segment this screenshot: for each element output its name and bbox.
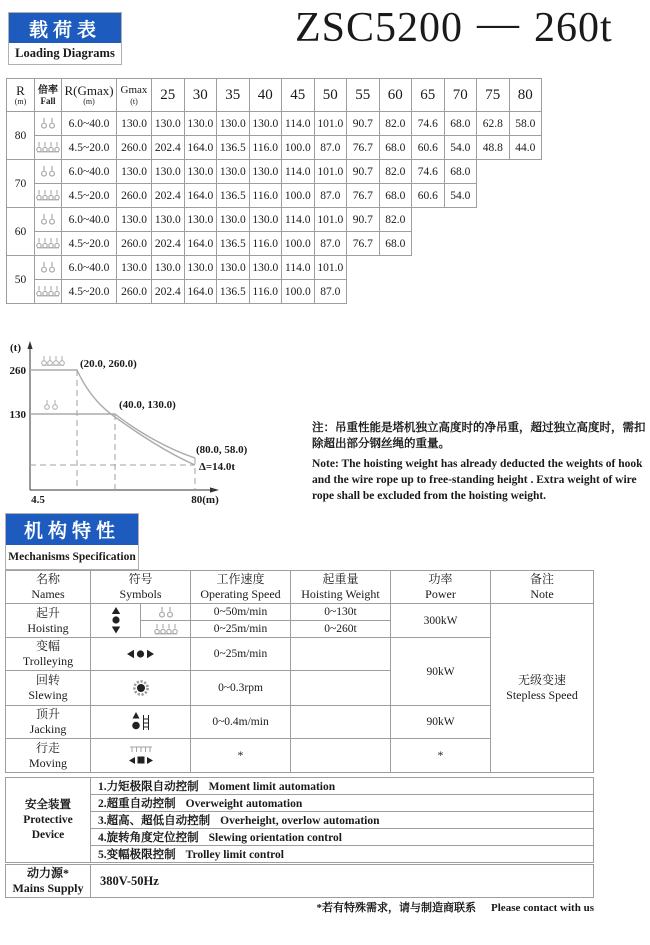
- fall-2-icon: [35, 256, 62, 280]
- load-value-cell: 114.0: [282, 112, 315, 136]
- load-value-cell: 136.5: [217, 280, 250, 304]
- mech-name-jacking: 顶升 Jacking: [6, 706, 91, 739]
- col-header-60: 60: [379, 79, 412, 112]
- load-value-cell: 116.0: [249, 184, 282, 208]
- load-value-cell: 136.5: [217, 184, 250, 208]
- jacking-icon: [91, 706, 191, 739]
- fall-4-icon: [35, 136, 62, 160]
- mechanisms-section-title-en: Mechanisms Specification: [8, 551, 136, 563]
- protective-item: 1.力矩极限自动控制 Moment limit automation: [91, 778, 594, 795]
- range-cell: 6.0~40.0: [62, 208, 117, 232]
- load-value-cell: 62.8: [477, 112, 510, 136]
- load-value-cell: 164.0: [184, 136, 217, 160]
- range-cell: 6.0~40.0: [62, 112, 117, 136]
- col-header-30: 30: [184, 79, 217, 112]
- curve-fall-2: [30, 414, 195, 458]
- load-value-cell: 68.0: [444, 112, 477, 136]
- hoisting-weight-fall4: 0~260t: [291, 621, 391, 638]
- rail-travel-icon: [91, 739, 191, 773]
- protective-item: 2.超重自动控制 Overweight automation: [91, 795, 594, 812]
- load-value-cell: 82.0: [379, 112, 412, 136]
- fall-4-icon: [35, 280, 62, 304]
- load-value-cell: 101.0: [314, 256, 347, 280]
- contact-footer: [317, 899, 594, 915]
- load-value-cell: 68.0: [379, 136, 412, 160]
- note-text-cn: 注：吊重性能是塔机独立高度时的净吊重，超过独立高度时，需扣除超出部分钢丝绳的重量。: [312, 422, 646, 451]
- point-label-2: (40.0, 130.0): [119, 399, 176, 411]
- load-value-cell: 76.7: [347, 184, 380, 208]
- note-text-en: Note: The hoisting weight has already deducted the weights of hook and the wire rope up to free-standing height . Extra weight of wire rope shall be excluded from the hoisting weight.: [312, 457, 643, 503]
- load-value-cell: 76.7: [347, 232, 380, 256]
- col-header-45: 45: [282, 79, 315, 112]
- stepless-speed-note: 无级变速 Stepless Speed: [491, 604, 594, 773]
- load-value-cell: 101.0: [314, 160, 347, 184]
- load-value-cell: 100.0: [282, 136, 315, 160]
- load-value-cell: 116.0: [249, 232, 282, 256]
- mechanisms-section-title-cn: 机构特性: [6, 514, 138, 545]
- x-end-label: 80(m): [191, 494, 219, 506]
- load-value-cell: 130.0: [249, 160, 282, 184]
- col-header-symbols: 符号 Symbols: [91, 571, 191, 604]
- curve-fall-4: [30, 370, 195, 465]
- load-value-cell: 74.6: [412, 112, 445, 136]
- load-value-cell: 68.0: [379, 184, 412, 208]
- col-header-names: 名称 Names: [6, 571, 91, 604]
- y-tick-260: 260: [9, 365, 26, 377]
- load-value-cell: 101.0: [314, 112, 347, 136]
- col-header-power: 功率 Power: [391, 571, 491, 604]
- fall-4-icon: [141, 621, 191, 638]
- load-value-cell: 130.0: [249, 256, 282, 280]
- radius-group-cell: 70: [7, 160, 35, 208]
- jacking-speed: 0~0.4m/min: [191, 706, 291, 739]
- protective-item: 4.旋转角度定位控制 Slewing orientation control: [91, 829, 594, 846]
- load-value-cell: 130.0: [249, 208, 282, 232]
- load-value-cell: 164.0: [184, 232, 217, 256]
- footer-text-cn: *若有特殊需求，请与制造商联系: [316, 902, 477, 914]
- trolley-arrow-icon: [91, 638, 191, 671]
- col-header-70: 70: [444, 79, 477, 112]
- load-value-cell: 130.0: [217, 208, 250, 232]
- hoisting-note: [312, 420, 646, 508]
- slewing-speed: 0~0.3rpm: [191, 671, 291, 706]
- load-value-cell: 48.8: [477, 136, 510, 160]
- gmax-cell: 260.0: [117, 184, 152, 208]
- range-cell: 4.5~20.0: [62, 136, 117, 160]
- loading-section-badge: [8, 12, 122, 65]
- loading-section-title-cn: 载荷表: [9, 13, 121, 43]
- load-value-cell: 87.0: [314, 136, 347, 160]
- capacity-label: 260t: [534, 5, 613, 51]
- fall-2-icon: [35, 160, 62, 184]
- moving-weight-empty: [291, 739, 391, 773]
- load-value-cell: 87.0: [314, 280, 347, 304]
- col-header-note: 备注 Note: [491, 571, 594, 604]
- load-value-cell: 202.4: [152, 232, 185, 256]
- mech-name-trolleying: 变幅 Trolleying: [6, 638, 91, 671]
- col-header-80: 80: [509, 79, 542, 112]
- protective-device-table: [5, 777, 594, 863]
- table-row: [7, 160, 542, 184]
- hoisting-weight-fall2: 0~130t: [291, 604, 391, 621]
- title-dash: —: [477, 1, 521, 47]
- gmax-cell: 260.0: [117, 136, 152, 160]
- protective-item: 3.超高、超低自动控制 Overheight, overlow automation: [91, 812, 594, 829]
- load-value-cell: 130.0: [152, 208, 185, 232]
- table-row: [6, 829, 594, 846]
- trolley-slew-power: 90kW: [391, 638, 491, 706]
- hoisting-speed-fall4: 0~25m/min: [191, 621, 291, 638]
- table-row: [6, 812, 594, 829]
- hoist-arrow-icon: [91, 604, 141, 638]
- load-value-cell: 136.5: [217, 232, 250, 256]
- mains-supply-label: 动力源* Mains Supply: [6, 865, 91, 898]
- mech-name-moving: 行走 Moving: [6, 739, 91, 773]
- load-value-cell: 130.0: [217, 112, 250, 136]
- loading-section-title-en: Loading Diagrams: [15, 46, 115, 60]
- load-value-cell: 100.0: [282, 184, 315, 208]
- trolleying-speed: 0~25m/min: [191, 638, 291, 671]
- col-header-fall: 倍率 Fall: [35, 79, 62, 112]
- x-origin-label: 4.5: [31, 494, 45, 506]
- load-value-cell: 114.0: [282, 256, 315, 280]
- y-tick-130: 130: [9, 409, 26, 421]
- load-value-cell: 130.0: [217, 160, 250, 184]
- delta-label: Δ=14.0t: [199, 461, 236, 473]
- table-row: [7, 112, 542, 136]
- load-value-cell: 68.0: [379, 232, 412, 256]
- model-name: ZSC5200: [295, 5, 464, 51]
- mechanisms-section-badge: [5, 513, 139, 570]
- load-value-cell: 54.0: [444, 184, 477, 208]
- x-axis-arrow-icon: [210, 487, 219, 492]
- load-value-cell: 74.6: [412, 160, 445, 184]
- mech-name-hoisting: 起升 Hoisting: [6, 604, 91, 638]
- gmax-cell: 260.0: [117, 232, 152, 256]
- load-value-cell: 44.0: [509, 136, 542, 160]
- table-row: [7, 280, 542, 304]
- gmax-cell: 130.0: [117, 160, 152, 184]
- col-header-25: 25: [152, 79, 185, 112]
- moving-power: *: [391, 739, 491, 773]
- load-value-cell: 60.6: [412, 136, 445, 160]
- range-cell: 6.0~40.0: [62, 256, 117, 280]
- col-header-35: 35: [217, 79, 250, 112]
- protective-item: 5.变幅极限控制 Trolley limit control: [91, 846, 594, 863]
- load-value-cell: 130.0: [184, 256, 217, 280]
- col-header-gmax: Gmax (t): [117, 79, 152, 112]
- radius-group-cell: 50: [7, 256, 35, 304]
- page-title: [295, 1, 625, 52]
- load-value-cell: 164.0: [184, 184, 217, 208]
- fall-2-icon: [141, 604, 191, 621]
- moving-speed: *: [191, 739, 291, 773]
- point-label-1: (20.0, 260.0): [80, 358, 137, 370]
- y-axis-unit: (t): [10, 342, 21, 354]
- col-header-radius: R (m): [7, 79, 35, 112]
- table-row: [7, 256, 542, 280]
- load-value-cell: 100.0: [282, 232, 315, 256]
- load-value-cell: 87.0: [314, 232, 347, 256]
- fall-2-icon: [35, 208, 62, 232]
- protective-device-label: 安全装置 Protective Device: [6, 778, 91, 863]
- col-header-speed: 工作速度 Operating Speed: [191, 571, 291, 604]
- load-value-cell: 58.0: [509, 112, 542, 136]
- load-value-cell: 82.0: [379, 160, 412, 184]
- range-cell: 4.5~20.0: [62, 184, 117, 208]
- jacking-power: 90kW: [391, 706, 491, 739]
- load-value-cell: 130.0: [249, 112, 282, 136]
- load-value-cell: 90.7: [347, 112, 380, 136]
- load-value-cell: 202.4: [152, 136, 185, 160]
- load-value-cell: 100.0: [282, 280, 315, 304]
- col-header-weight: 起重量 Hoisting Weight: [291, 571, 391, 604]
- gmax-cell: 130.0: [117, 112, 152, 136]
- col-header-rgmax: R(Gmax) (m): [62, 79, 117, 112]
- load-value-cell: 90.7: [347, 160, 380, 184]
- load-curve-chart: [2, 336, 258, 508]
- mains-supply-table: [5, 864, 594, 898]
- load-value-cell: 76.7: [347, 136, 380, 160]
- load-value-cell: 114.0: [282, 160, 315, 184]
- gmax-cell: 130.0: [117, 256, 152, 280]
- table-row: [6, 865, 594, 898]
- loading-table: [6, 78, 542, 304]
- table-row: [6, 846, 594, 863]
- load-value-cell: 130.0: [184, 160, 217, 184]
- range-cell: 4.5~20.0: [62, 232, 117, 256]
- table-row: [7, 232, 542, 256]
- load-value-cell: 116.0: [249, 280, 282, 304]
- load-value-cell: 130.0: [184, 208, 217, 232]
- fall-4-icon: [35, 232, 62, 256]
- load-value-cell: 54.0: [444, 136, 477, 160]
- mech-header-row: [6, 571, 594, 604]
- load-value-cell: 68.0: [444, 160, 477, 184]
- range-cell: 6.0~40.0: [62, 160, 117, 184]
- col-header-75: 75: [477, 79, 510, 112]
- col-header-40: 40: [249, 79, 282, 112]
- trolleying-weight-empty: [291, 638, 391, 671]
- load-value-cell: 130.0: [184, 112, 217, 136]
- load-value-cell: 87.0: [314, 184, 347, 208]
- load-value-cell: 82.0: [379, 208, 412, 232]
- radius-group-cell: 80: [7, 112, 35, 160]
- col-header-65: 65: [412, 79, 445, 112]
- load-value-cell: 130.0: [152, 256, 185, 280]
- load-value-cell: 60.6: [412, 184, 445, 208]
- load-value-cell: 116.0: [249, 136, 282, 160]
- slewing-weight-empty: [291, 671, 391, 706]
- mechanisms-table: [5, 570, 594, 773]
- fall-2-icon: [35, 112, 62, 136]
- load-value-cell: 202.4: [152, 184, 185, 208]
- point-label-3: (80.0, 58.0): [196, 444, 248, 456]
- load-value-cell: 130.0: [217, 256, 250, 280]
- gmax-cell: 260.0: [117, 280, 152, 304]
- slewing-rotation-icon: [91, 671, 191, 706]
- fall-2-icon: [45, 400, 58, 409]
- hoisting-power: 300kW: [391, 604, 491, 638]
- col-header-50: 50: [314, 79, 347, 112]
- hoisting-speed-fall2: 0~50m/min: [191, 604, 291, 621]
- load-value-cell: 202.4: [152, 280, 185, 304]
- gmax-cell: 130.0: [117, 208, 152, 232]
- load-value-cell: 114.0: [282, 208, 315, 232]
- fall-4-icon: [42, 356, 65, 365]
- y-axis-arrow-icon: [27, 341, 32, 349]
- table-row: [7, 208, 542, 232]
- mains-supply-value: 380V-50Hz: [91, 865, 594, 898]
- load-value-cell: 164.0: [184, 280, 217, 304]
- load-value-cell: 136.5: [217, 136, 250, 160]
- jacking-weight-empty: [291, 706, 391, 739]
- load-value-cell: 90.7: [347, 208, 380, 232]
- radius-group-cell: 60: [7, 208, 35, 256]
- mech-name-slewing: 回转 Slewing: [6, 671, 91, 706]
- table-row: [7, 184, 542, 208]
- col-header-55: 55: [347, 79, 380, 112]
- fall-4-icon: [35, 184, 62, 208]
- loading-table-header-row: [7, 79, 542, 112]
- table-row: [6, 795, 594, 812]
- table-row: [6, 604, 594, 621]
- range-cell: 4.5~20.0: [62, 280, 117, 304]
- table-row: [7, 136, 542, 160]
- load-value-cell: 130.0: [152, 112, 185, 136]
- load-value-cell: 101.0: [314, 208, 347, 232]
- load-value-cell: 130.0: [152, 160, 185, 184]
- footer-text-en: Please contact with us: [491, 902, 594, 914]
- table-row: [6, 778, 594, 795]
